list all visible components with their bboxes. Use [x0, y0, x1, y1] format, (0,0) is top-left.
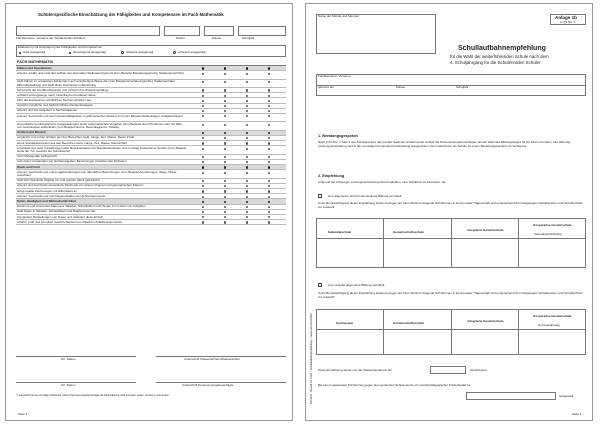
class-field[interactable]: [204, 26, 234, 36]
rating-option[interactable]: [224, 110, 226, 112]
competency-label: interpretiert Darstellungen von Daten und reflektiert diese kritisch: [17, 215, 104, 219]
rating-option[interactable]: [224, 137, 226, 139]
rating-option[interactable]: [246, 161, 248, 163]
rating-column-dot: [246, 67, 248, 69]
competency-label: entwickelt und nutzt Vorstellungen über Repräsentanten für Standardeinheiten und im Alltag bedeutsame Größen (zum Beispiel Höhe der Tür, Gewicht der Schultasche): [17, 146, 187, 154]
rating-option[interactable]: [246, 142, 248, 144]
rating-column-dot: [224, 201, 226, 203]
rating-cells: [194, 80, 286, 87]
rating-option[interactable]: [202, 95, 204, 97]
rating-option[interactable]: [246, 105, 248, 107]
footnote: * Unterschrift ist nur einmalig erforderlich; sofern Personensorgeberechtigte die Einschätzung nicht einsehen wollen, ist dies zu vermerken.: [16, 394, 170, 397]
rating-cells: [194, 88, 286, 92]
school-field-label: Name der Schule und Stempel: [318, 15, 359, 18]
rating-option[interactable]: [224, 100, 226, 102]
option2-label: eine vertiefte allgemeine Bildung vermittelt.: [328, 283, 386, 287]
conference-date-field[interactable]: [430, 366, 466, 374]
subtitle-line-2: 4. Schuljahrgang für die Schülerin/den Schüler: [450, 60, 541, 65]
section-header-label: Größen und Messen: [17, 131, 46, 135]
table2-col-3: [518, 309, 519, 355]
rating-option[interactable]: [268, 137, 270, 139]
rating-option[interactable]: [246, 100, 248, 102]
sig-label-guardian: Unterschrift Personensorgeberechtigte: [182, 384, 234, 387]
rating-cells: [194, 131, 286, 135]
rating-cells: [194, 155, 286, 159]
rating-option[interactable]: [202, 142, 204, 144]
rating-option[interactable]: [268, 216, 270, 218]
legend-title: Erläuterung zur Ausprägung der Fähigkeiten und Kompetenzen: [18, 46, 103, 49]
rating-option[interactable]: [202, 148, 204, 150]
date-field-label: Datum: [176, 37, 185, 40]
rating-cells: [194, 165, 286, 169]
rating-cells: [194, 215, 286, 219]
competency-row: [16, 71, 286, 79]
school-stamp-box[interactable]: [316, 14, 436, 54]
closing1-end: beschlossen.: [470, 369, 488, 372]
competency-label: erkennt und beschreibt wesentliche Merkmale von ebenen Figuren und geometrischen Körpern: [17, 184, 144, 188]
competency-label: führt die anerkannten schriftlichen Rechenverfahren aus: [17, 98, 92, 102]
rating-option[interactable]: [268, 185, 270, 187]
rating-option[interactable]: [202, 161, 204, 163]
rating-option[interactable]: [246, 216, 248, 218]
rating-option[interactable]: [202, 156, 204, 158]
legend-dot-strong: [19, 52, 21, 54]
rating-option[interactable]: [202, 206, 204, 208]
competency-row: [16, 114, 286, 122]
table1-h1: Sekundarschule: [328, 231, 352, 234]
rating-option[interactable]: [202, 115, 204, 117]
student-divider: [316, 85, 586, 86]
rating-option[interactable]: [202, 216, 204, 218]
rating-option[interactable]: [202, 81, 204, 83]
option2-checkbox[interactable]: [318, 283, 322, 287]
rating-option[interactable]: [224, 124, 226, 126]
rating-column-dot: [268, 166, 270, 168]
option2-text: Unter Berücksichtigung dieser Empfehlung stehen bezogen auf Ihren Wohnort folgende Schulformen in kommunaler Trägerschaft und entsprechend den festgelegten Schulbezirken und Schulbezirken zur Auswahl:: [318, 292, 583, 299]
rating-option[interactable]: [246, 180, 248, 182]
rating-option[interactable]: [224, 161, 226, 163]
table1-col-3: [518, 218, 519, 268]
rating-option[interactable]: [246, 89, 248, 91]
sig-label-place-date-2: Ort, Datum: [61, 384, 76, 387]
rating-option[interactable]: [202, 190, 204, 192]
rating-option[interactable]: [202, 100, 204, 102]
right-page-label: Seite 1: [572, 413, 582, 416]
legend-mostly: überwiegend ausgeprägt: [73, 51, 107, 54]
competency-label: stellt Zahlen im erweiterten Zahlenraum auf verschiedene Weise dar (zum Beispiel Anschauungsmittel, Stellenwerttafel, Zifferndarstellung) und stellt diese zueinander in Beziehung: [17, 80, 176, 87]
rating-option[interactable]: [224, 185, 226, 187]
competency-label: erkennt, erklärt und nutzt den Aufbau des dezimalen Stellenwertsystems (zum Beispiel Bündelungsprinzip, Stellenwertprinzip): [17, 71, 184, 75]
rating-cells: [194, 141, 286, 145]
competency-label: schätzt, prüft und formuliert Gewinnchancen bei einfachen Zufallsexperimenten: [17, 220, 123, 224]
rating-cells: [194, 160, 286, 164]
subtitle-line-1: für die Wahl der weiterführenden Schule nach dem: [450, 54, 549, 59]
sig-line-4: [156, 382, 286, 383]
right-title: Schullaufbahnempfehlung: [458, 45, 546, 52]
competency-label: nutzt beim Umwandeln von Größenangaben Beziehungen zwischen den Einheiten: [17, 160, 127, 164]
rating-option[interactable]: [268, 89, 270, 91]
rating-option[interactable]: [202, 124, 204, 126]
rating-option[interactable]: [202, 180, 204, 182]
rating-option[interactable]: [224, 105, 226, 107]
rating-option[interactable]: [268, 115, 270, 117]
side-text: BD 2019 - Bestell-Nr. 1234 – Schullaufbahnempfehlung – Gesetzesvorschriften: [310, 313, 313, 404]
rating-option[interactable]: [202, 172, 204, 174]
rating-option[interactable]: [224, 180, 226, 182]
rating-option[interactable]: [202, 110, 204, 112]
rating-option[interactable]: [268, 161, 270, 163]
table1-col-2: [451, 218, 452, 268]
table2-h1: Gymnasium: [336, 322, 354, 325]
competency-label: erkennt, beschreibt und setzt Gesetzmäßigkeiten in arithmetischen Mustern fort (zum Beispiel Zahlenfolgen, Aufgabenfolgen): [17, 114, 184, 118]
rating-cells: [194, 104, 286, 108]
rating-option[interactable]: [202, 73, 204, 75]
rating-option[interactable]: [202, 89, 204, 91]
rating-option[interactable]: [268, 148, 270, 150]
rating-option[interactable]: [268, 221, 270, 223]
rating-option[interactable]: [224, 148, 226, 150]
competency-table: [16, 66, 286, 225]
competency-label: beherrscht die Grundrechenarten und versteht ihre Zusammenhänge: [17, 88, 109, 92]
option1-checkbox[interactable]: [318, 194, 322, 198]
rating-cells: [194, 66, 286, 70]
table1-sub: Sekundarschulzweig: [534, 233, 562, 236]
rating-option[interactable]: [224, 95, 226, 97]
section1-title: 1. Beratungsgespräch: [318, 134, 358, 138]
right-page: [305, 3, 593, 421]
rating-option[interactable]: [268, 110, 270, 112]
sig-label-teacher: Unterschrift Klassenlehrerin/Klassenlehrer: [184, 358, 241, 361]
rating-option[interactable]: [202, 211, 204, 213]
rating-cells: [194, 199, 286, 203]
table2-col-2: [451, 309, 452, 355]
rating-option[interactable]: [246, 190, 248, 192]
table2-sub: Gymnasialzweig: [538, 324, 560, 327]
rating-option[interactable]: [268, 206, 270, 208]
legend-strong: stark ausgeprägt: [23, 51, 46, 54]
rating-option[interactable]: [224, 81, 226, 83]
date-field[interactable]: [164, 26, 200, 36]
rating-option[interactable]: [246, 172, 248, 174]
sig-line-3: [16, 382, 136, 383]
rating-option[interactable]: [268, 156, 270, 158]
competency-label: erkennt und löst Aufgaben in Sachsituationen: [17, 109, 78, 113]
rating-option[interactable]: [268, 142, 270, 144]
rating-option[interactable]: [246, 124, 248, 126]
rating-option[interactable]: [202, 105, 204, 107]
rating-option[interactable]: [224, 142, 226, 144]
rating-option[interactable]: [224, 211, 226, 213]
rating-option[interactable]: [224, 196, 226, 198]
rating-option[interactable]: [224, 216, 226, 218]
rating-option[interactable]: [268, 124, 270, 126]
rating-cells: [194, 93, 286, 97]
table2-col-1: [383, 309, 384, 355]
rating-cells: [194, 71, 286, 78]
rating-option[interactable]: [224, 221, 226, 223]
rating-column-dot: [246, 166, 248, 168]
sig-line-1: [16, 356, 136, 357]
rating-option[interactable]: [224, 172, 226, 174]
rating-cells: [194, 194, 286, 198]
section-header-label: Zahlen und Operationen: [17, 66, 52, 70]
competency-row: [16, 220, 286, 225]
table1-h3: Integrierte Gesamtschule: [467, 229, 504, 232]
rating-option[interactable]: [268, 196, 270, 198]
rating-cells: [194, 189, 286, 193]
rating-column-dot: [202, 201, 204, 203]
rating-column-dot: [224, 132, 226, 134]
class-label: Klasse: [396, 86, 406, 89]
rating-option[interactable]: [268, 180, 270, 182]
support-need-field[interactable]: [466, 392, 556, 400]
table2-h4: Kooperative Gesamtschule: [533, 315, 572, 318]
rating-option[interactable]: [268, 190, 270, 192]
year-field-label: Schuljahr: [242, 37, 255, 40]
rating-cells: [194, 122, 286, 129]
competency-label: entnimmt und verwendet Daten aus Tabellen, Schaubildern und Texten zum Lösen von Aufgaben: [17, 205, 146, 209]
option1-label: eine allgemeine und berufsorientierte Bildung vermittelt.: [328, 194, 403, 198]
rating-option[interactable]: [246, 196, 248, 198]
name-field-label: Familienname, Vorname der Schülerin/des Schülers: [16, 37, 86, 40]
rating-option[interactable]: [246, 81, 248, 83]
rating-option[interactable]: [268, 100, 270, 102]
rating-cells: [194, 170, 286, 177]
table1-h2: Gemeinschaftsschule: [393, 231, 425, 234]
rating-option[interactable]: [224, 115, 226, 117]
section-header-label: Raum und Form: [17, 165, 40, 169]
rating-column-dot: [268, 201, 270, 203]
table2-h3: Integrierte Gesamtschule: [467, 320, 504, 323]
rating-option[interactable]: [268, 95, 270, 97]
rating-column-dot: [268, 132, 270, 134]
competency-label: vollzieht Lösungswege nach, hinterfragt und erläutert diese: [17, 93, 96, 97]
rating-column-dot: [202, 67, 204, 69]
rating-option[interactable]: [246, 137, 248, 139]
rating-column-dot: [268, 67, 270, 69]
legend-dot-mostly: [69, 52, 71, 54]
section2-title: 2. Empfehlung: [318, 174, 345, 178]
competency-row: [16, 170, 286, 178]
rating-cells: [194, 210, 286, 214]
competency-label: stellt Daten in Tabellen, Schaubildern und Diagrammen dar: [17, 210, 96, 214]
legend-partly: teilweise ausgeprägt: [126, 51, 154, 54]
schoolyear-label: Schuljahr: [456, 86, 469, 89]
rating-option[interactable]: [268, 172, 270, 174]
rating-option[interactable]: [246, 185, 248, 187]
name-field[interactable]: [16, 26, 160, 36]
year-field[interactable]: [238, 26, 286, 36]
competency-label: vergleicht und ordnet Größen aus den Bereichen Geld, Länge, Zeit, Masse, Raum Inhalt: [17, 136, 135, 140]
rating-cells: [194, 205, 286, 209]
closing2-end: festgestellt.: [559, 395, 575, 398]
rating-option[interactable]: [246, 110, 248, 112]
rating-column-dot: [246, 201, 248, 203]
rating-option[interactable]: [246, 211, 248, 213]
rating-option[interactable]: [202, 137, 204, 139]
option1-text: Unter Berücksichtigung dieser Empfehlung stehen bezogen auf Ihren Wohnort folgende Schulformen in kommunaler Trägerschaft und entsprechend den festgelegten Schulbezirken und Schulbezirken zur Auswahl:: [318, 202, 583, 209]
rating-option[interactable]: [224, 206, 226, 208]
rating-option[interactable]: [246, 73, 248, 75]
rating-option[interactable]: [202, 221, 204, 223]
rating-column-dot: [202, 132, 204, 134]
birthdate-label: geboren am: [318, 86, 335, 89]
table1-col-1: [383, 218, 384, 268]
rating-option[interactable]: [224, 156, 226, 158]
competency-label: fertigt exakte Zeichnungen mit Hilfsmitteln an: [17, 189, 77, 193]
rating-column-dot: [224, 166, 226, 168]
rating-cells: [194, 136, 286, 140]
rating-option[interactable]: [268, 81, 270, 83]
rating-cells: [194, 179, 286, 183]
closing1: Diese Empfehlung wurde von der Klassenkonferenz am: [318, 369, 393, 372]
rating-option[interactable]: [202, 185, 204, 187]
competency-label: erkennt, beschreibt und nutzt Lagebeziehungen von räumlichen Beziehungen (zum Beispiel Anordnungen, Wege, Pläne, Ansichten): [17, 170, 178, 178]
annex-label: Anlage 1b: [555, 14, 577, 20]
annex-sub: zu § 5 Abs. 1: [560, 20, 575, 24]
rating-column-dot: [246, 132, 248, 134]
rating-cells: [194, 109, 286, 113]
rating-cells: [194, 220, 286, 224]
rating-option[interactable]: [246, 206, 248, 208]
sig-label-place-date-1: Ort, Datum: [61, 358, 76, 361]
table1-h4: Kooperative Gesamtschule: [533, 224, 572, 227]
rating-option[interactable]: [268, 211, 270, 213]
rating-option[interactable]: [268, 73, 270, 75]
competency-label: erkennt, beschreibt und nutzt Eigenschaften der Achsensymmetrie: [17, 194, 106, 198]
student-name-label: Familienname, Vorname: [318, 75, 351, 78]
closing2: Bei einem gewerteten Schülerinen gegen dem genannten Schule wurde ein sonderpädagogischer Förderbedarf im: [318, 384, 471, 387]
subject-header: FACH MATHEMATIK: [17, 60, 54, 64]
rating-option[interactable]: [246, 156, 248, 158]
left-page: [5, 3, 293, 421]
section2-intro: Aufgrund der bisherigen Leistungsentwicklung wird empfohlen, eine Schulform zu besuchen, die: [318, 181, 446, 184]
class-field-label: Klasse: [212, 37, 222, 40]
sig-line-2: [156, 356, 286, 357]
rating-option[interactable]: [246, 115, 248, 117]
rating-option[interactable]: [224, 190, 226, 192]
rating-option[interactable]: [246, 148, 248, 150]
rating-option[interactable]: [268, 105, 270, 107]
competency-row: [16, 146, 286, 154]
competency-row: [16, 122, 286, 130]
table2-h2: Gemeinschaftsschule: [393, 322, 425, 325]
rating-option[interactable]: [246, 221, 248, 223]
rating-option[interactable]: [224, 73, 226, 75]
rating-cells: [194, 114, 286, 121]
competency-label: versteht mündliche und halbschriftliche Rechenstrategien: [17, 104, 94, 108]
rating-cells: [194, 184, 286, 188]
rating-column-dot: [224, 67, 226, 69]
section1-text: Nach § 34 Abs. 1 Satz 3 des Schulgesetzes des Landes Sachsen-Anhalt hat die Schule die Personensorgeberechtigten bei der Wahl des Bildungsweges für Ihr Kind zu beraten. Die bisherige Leistungsentwicklung sind in der umseitigen Kompetenzeinschätzung ausgewiesen. Dem stellt Ihnen die Schule zu einem Beratungsgespräch zur Verfügung.: [318, 141, 571, 148]
competency-label: nutzt Messgeräte sachgerecht: [17, 155, 58, 159]
rating-cells: [194, 98, 286, 102]
rating-option[interactable]: [202, 196, 204, 198]
section-header-label: Daten, Häufigkeit und Wahrscheinlichkeit: [17, 199, 76, 203]
rating-cells: [194, 146, 286, 153]
competency-label: stellt sich räumliche Objekte vor und operiert damit gedanklich: [17, 179, 100, 183]
competency-row: [16, 80, 286, 88]
left-title: Schülerspezifische Einschätzung der Fähigkeiten und Kompetenzen im Fach Mathematik: [38, 12, 224, 17]
competency-label: löst einfache kombinatorische Fragestellungen durch systematisches Vorgehen (zum Beispiel durch Probieren oder mit Hilfe von heuristischen Hilfsmitteln (zum Beispiel Skizze, Baumdiagramm, Tabelle): [17, 122, 182, 130]
competency-label: kennt Standardeinheiten aus den Bereichen Geld, Länge, Zeit, Masse, Rauminhalt: [17, 141, 127, 145]
rating-column-dot: [202, 166, 204, 168]
left-page-label: Seite 4: [18, 413, 28, 416]
legend-weak: schwach ausgeprägt: [178, 51, 206, 54]
rating-option[interactable]: [224, 89, 226, 91]
rating-option[interactable]: [246, 95, 248, 97]
